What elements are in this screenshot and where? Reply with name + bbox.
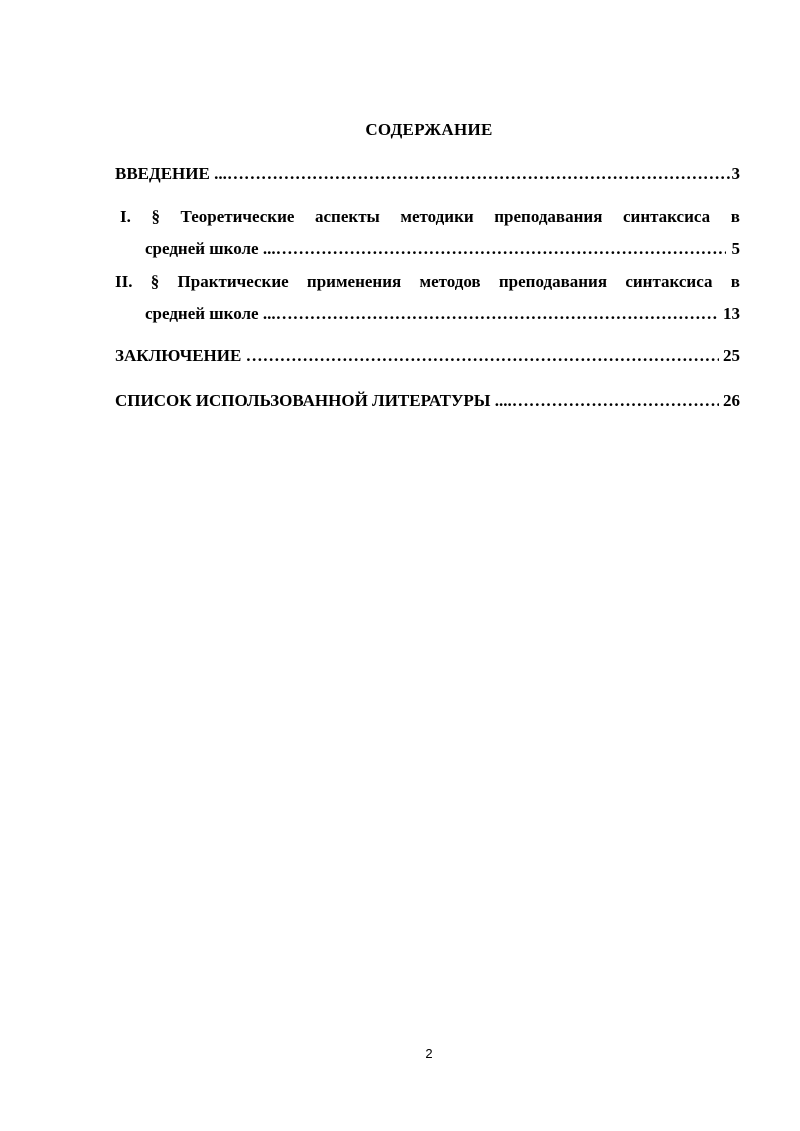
word: методов [419, 272, 481, 291]
word: преподавания [494, 207, 603, 226]
page-number: 2 [425, 1046, 433, 1061]
toc-entry-line1 [120, 207, 740, 227]
toc-entry-page: 25 [723, 346, 740, 365]
word: § [151, 207, 160, 226]
toc-leader-dots [276, 239, 726, 259]
toc-entry-label: ВВЕДЕНИЕ ... [115, 164, 227, 183]
toc-entry-label: средней школе ... [145, 239, 276, 258]
toc-leader-dots [227, 164, 732, 184]
toc-entry-page: 3 [731, 164, 740, 183]
word: применения [306, 272, 402, 291]
word: синтаксиса [625, 272, 713, 291]
word: Теоретические [180, 207, 295, 226]
word: Практические [177, 272, 289, 291]
toc-entry-bibliography[interactable] [115, 391, 740, 411]
toc-leader-dots [246, 346, 719, 366]
toc-leader-dots [276, 304, 719, 324]
toc-title: СОДЕРЖАНИЕ [365, 120, 493, 139]
toc-entry-line2 [145, 304, 740, 324]
word: преподавания [498, 272, 608, 291]
word: аспекты [315, 207, 380, 226]
toc-entry-label: средней школе ... [145, 304, 276, 323]
word: методики [400, 207, 474, 226]
toc-entry-chapter-2[interactable] [115, 272, 740, 324]
toc-leader-dots [512, 391, 719, 411]
toc-entry-conclusion[interactable] [115, 346, 740, 366]
toc-entry-label: СПИСОК ИСПОЛЬЗОВАННОЙ ЛИТЕРАТУРЫ .... [115, 391, 512, 410]
toc-entry-label: ЗАКЛЮЧЕНИЕ [115, 346, 246, 365]
toc-entry-line2 [145, 239, 740, 259]
toc-entry-page: 5 [731, 239, 740, 258]
word: в [730, 207, 740, 226]
toc-entry-chapter-1[interactable] [120, 207, 740, 259]
chapter-number: I. [120, 207, 131, 226]
chapter-number: II. [115, 272, 133, 291]
toc-entry-page: 26 [723, 391, 740, 410]
word: синтаксиса [622, 207, 711, 226]
toc-entry-introduction[interactable] [115, 164, 740, 184]
toc-entry-line1 [115, 272, 740, 292]
toc-entry-page: 13 [723, 304, 740, 323]
word: § [150, 272, 160, 291]
word: в [730, 272, 740, 291]
